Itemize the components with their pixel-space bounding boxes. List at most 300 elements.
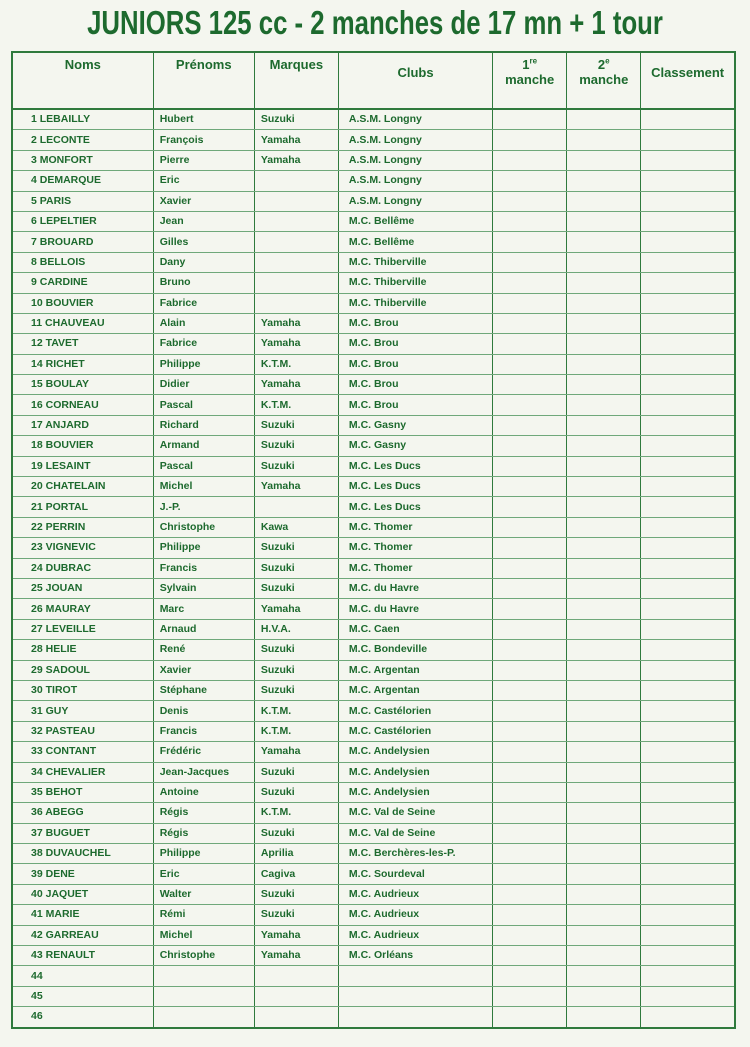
table-row (12, 762, 735, 782)
row-classement (641, 558, 735, 578)
row-manche-1 (493, 517, 567, 537)
row-manche-1 (493, 680, 567, 700)
row-marque: Suzuki (254, 538, 338, 558)
table-row (12, 701, 735, 721)
row-number: 23 (31, 541, 43, 554)
row-manche-2 (567, 497, 641, 517)
row-prenom (153, 986, 254, 1006)
row-number: 45 (31, 989, 43, 1002)
row-prenom: Walter (153, 884, 254, 904)
row-manche-2 (567, 293, 641, 313)
row-number: 12 (31, 337, 43, 350)
row-nom: DENE (45, 867, 75, 880)
row-classement (641, 823, 735, 843)
row-marque (254, 191, 338, 211)
table-row (12, 640, 735, 660)
row-number: 36 (31, 806, 43, 819)
row-number-name (12, 966, 153, 986)
row-marque: Kawa (254, 517, 338, 537)
row-number: 26 (31, 602, 43, 615)
row-prenom: Bruno (153, 273, 254, 293)
row-number: 29 (31, 663, 43, 676)
row-marque: Suzuki (254, 415, 338, 435)
row-club: M.C. Sourdeval (338, 864, 492, 884)
row-nom: PARIS (39, 194, 72, 207)
row-nom: PORTAL (45, 500, 88, 513)
row-number-name (12, 742, 153, 762)
row-marque: Suzuki (254, 578, 338, 598)
row-manche-1 (493, 558, 567, 578)
row-number: 22 (31, 521, 43, 533)
row-manche-1 (493, 803, 567, 823)
row-manche-1 (493, 415, 567, 435)
row-prenom: Michel (153, 477, 254, 497)
row-classement (641, 150, 735, 170)
row-number-name (12, 293, 153, 313)
row-prenom: Antoine (153, 782, 254, 802)
table-row (12, 395, 735, 415)
table-row (12, 578, 735, 598)
row-prenom: Régis (153, 823, 254, 843)
row-prenom: Eric (153, 171, 254, 191)
row-club: M.C. Orléans (338, 946, 492, 966)
row-club: M.C. Thomer (338, 538, 492, 558)
row-manche-2 (567, 578, 641, 598)
row-club (338, 986, 492, 1006)
header-manche-1 (493, 52, 567, 109)
row-club: M.C. Caen (338, 619, 492, 639)
row-prenom: Stéphane (153, 680, 254, 700)
row-manche-2 (567, 334, 641, 354)
row-manche-1 (493, 925, 567, 945)
row-marque: K.T.M. (254, 721, 338, 741)
table-row (12, 946, 735, 966)
row-prenom: Eric (153, 864, 254, 884)
row-number: 16 (31, 398, 43, 411)
row-nom: ABEGG (45, 806, 84, 819)
row-club: M.C. Val de Seine (338, 823, 492, 843)
row-manche-1 (493, 660, 567, 680)
row-manche-2 (567, 742, 641, 762)
row-manche-1 (493, 721, 567, 741)
header-noms: Noms (12, 52, 153, 109)
row-number-name (12, 375, 153, 395)
row-number: 39 (31, 867, 43, 880)
row-marque (254, 986, 338, 1006)
row-nom: RENAULT (45, 949, 95, 962)
row-nom: MARIE (45, 908, 80, 921)
row-club: M.C. du Havre (338, 599, 492, 619)
row-number-name (12, 640, 153, 660)
row-marque: Aprilia (254, 844, 338, 864)
row-nom: CHAUVEAU (45, 317, 105, 330)
row-number-name (12, 456, 153, 476)
row-manche-1 (493, 293, 567, 313)
row-manche-1 (493, 130, 567, 150)
table-row (12, 456, 735, 476)
row-classement (641, 456, 735, 476)
table-row (12, 313, 735, 333)
row-club: M.C. Audrieux (338, 905, 492, 925)
row-prenom: Philippe (153, 538, 254, 558)
row-manche-1 (493, 232, 567, 252)
row-club: M.C. Thomer (338, 558, 492, 578)
row-club: M.C. du Havre (338, 578, 492, 598)
row-manche-2 (567, 150, 641, 170)
row-manche-2 (567, 1007, 641, 1028)
row-classement (641, 477, 735, 497)
row-manche-1 (493, 619, 567, 639)
row-number-name (12, 334, 153, 354)
row-prenom: François (153, 130, 254, 150)
row-manche-2 (567, 599, 641, 619)
row-club: A.S.M. Longny (338, 109, 492, 130)
row-number: 24 (31, 561, 43, 574)
row-number-name (12, 905, 153, 925)
row-club: M.C. Argentan (338, 660, 492, 680)
row-classement (641, 538, 735, 558)
row-marque: Suzuki (254, 109, 338, 130)
row-number: 38 (31, 847, 43, 860)
row-number-name (12, 578, 153, 598)
row-nom: CHATELAIN (45, 480, 106, 493)
row-number-name (12, 1007, 153, 1028)
row-manche-1 (493, 273, 567, 293)
row-classement (641, 1007, 735, 1028)
row-number: 11 (31, 317, 43, 330)
table-row (12, 925, 735, 945)
row-manche-2 (567, 680, 641, 700)
row-nom: BOUVIER (45, 296, 94, 309)
row-nom: SADOUL (45, 663, 90, 676)
row-number-name (12, 354, 153, 374)
row-prenom: J.-P. (153, 497, 254, 517)
row-manche-2 (567, 803, 641, 823)
row-manche-1 (493, 599, 567, 619)
row-number-name (12, 171, 153, 191)
row-marque (254, 966, 338, 986)
row-nom: BOUVIER (45, 439, 94, 452)
row-club: M.C. Brou (338, 354, 492, 374)
manche-1-number: 1 (522, 57, 530, 72)
header-row (12, 52, 735, 109)
table-row (12, 150, 735, 170)
row-classement (641, 925, 735, 945)
row-club: A.S.M. Longny (338, 130, 492, 150)
row-club: M.C. Thiberville (338, 273, 492, 293)
row-club: M.C. Bellême (338, 232, 492, 252)
row-prenom: Hubert (153, 109, 254, 130)
row-manche-1 (493, 864, 567, 884)
row-club: A.S.M. Longny (338, 150, 492, 170)
table-row (12, 436, 735, 456)
row-classement (641, 640, 735, 660)
row-marque: Suzuki (254, 680, 338, 700)
row-marque: Suzuki (254, 456, 338, 476)
row-prenom: Alain (153, 313, 254, 333)
row-manche-1 (493, 966, 567, 986)
row-manche-2 (567, 558, 641, 578)
row-club: M.C. Andelysien (338, 742, 492, 762)
row-manche-2 (567, 946, 641, 966)
row-club (338, 966, 492, 986)
row-number-name (12, 884, 153, 904)
table-row (12, 823, 735, 843)
row-prenom: Michel (153, 925, 254, 945)
row-number: 33 (31, 745, 43, 758)
row-manche-2 (567, 864, 641, 884)
table-row (12, 477, 735, 497)
row-club: M.C. Gasny (338, 415, 492, 435)
table-row (12, 558, 735, 578)
row-club: M.C. Les Ducs (338, 497, 492, 517)
row-number: 46 (31, 1010, 43, 1023)
row-classement (641, 354, 735, 374)
row-nom: DUBRAC (45, 561, 92, 574)
row-manche-2 (567, 313, 641, 333)
table-row (12, 497, 735, 517)
row-club: M.C. Argentan (338, 680, 492, 700)
row-club: M.C. Gasny (338, 436, 492, 456)
row-number: 8 (31, 255, 37, 268)
table-row (12, 803, 735, 823)
row-classement (641, 273, 735, 293)
row-marque: H.V.A. (254, 619, 338, 639)
row-number: 20 (31, 480, 43, 493)
row-manche-2 (567, 925, 641, 945)
row-number: 34 (31, 765, 43, 778)
row-classement (641, 803, 735, 823)
row-classement (641, 436, 735, 456)
table-row (12, 742, 735, 762)
row-nom: BUGUET (45, 826, 90, 839)
row-classement (641, 986, 735, 1006)
header-prenoms: Prénoms (153, 52, 254, 109)
row-nom: LESAINT (45, 459, 91, 472)
entry-list-table (11, 51, 736, 1029)
header-classement: Classement (641, 52, 735, 109)
row-prenom: Pascal (153, 395, 254, 415)
row-number-name (12, 946, 153, 966)
row-nom: LEBAILLY (39, 113, 91, 126)
table-row (12, 599, 735, 619)
row-club (338, 1007, 492, 1028)
row-marque: Yamaha (254, 742, 338, 762)
row-number-name (12, 599, 153, 619)
row-number: 9 (31, 276, 37, 289)
row-marque (254, 497, 338, 517)
row-nom: GARREAU (45, 928, 99, 941)
row-prenom (153, 1007, 254, 1028)
row-nom: JOUAN (45, 582, 83, 595)
row-manche-1 (493, 109, 567, 130)
row-club: M.C. Bellême (338, 211, 492, 231)
row-prenom: Francis (153, 721, 254, 741)
row-club: M.C. Thomer (338, 517, 492, 537)
table-row (12, 864, 735, 884)
row-marque: Suzuki (254, 762, 338, 782)
row-club: M.C. Andelysien (338, 782, 492, 802)
row-number: 6 (31, 215, 37, 228)
row-manche-1 (493, 844, 567, 864)
row-classement (641, 171, 735, 191)
row-number-name (12, 844, 153, 864)
row-number: 17 (31, 419, 43, 432)
row-manche-1 (493, 701, 567, 721)
row-prenom: Gilles (153, 232, 254, 252)
row-manche-2 (567, 415, 641, 435)
row-manche-2 (567, 701, 641, 721)
row-nom: JAQUET (45, 888, 89, 901)
row-marque: K.T.M. (254, 354, 338, 374)
table-row (12, 232, 735, 252)
row-marque (254, 252, 338, 272)
row-manche-1 (493, 884, 567, 904)
row-number: 14 (31, 357, 43, 370)
row-marque: Suzuki (254, 436, 338, 456)
row-manche-2 (567, 191, 641, 211)
table-row (12, 252, 735, 272)
table-row (12, 966, 735, 986)
row-prenom: René (153, 640, 254, 660)
row-classement (641, 130, 735, 150)
table-row (12, 171, 735, 191)
row-prenom: Pascal (153, 456, 254, 476)
table-row (12, 211, 735, 231)
row-classement (641, 680, 735, 700)
row-manche-2 (567, 782, 641, 802)
row-nom: DUVAUCHEL (45, 847, 111, 860)
row-prenom: Xavier (153, 660, 254, 680)
row-classement (641, 619, 735, 639)
row-marque: Yamaha (254, 946, 338, 966)
table-row (12, 782, 735, 802)
row-number: 43 (31, 949, 43, 962)
page-title: JUNIORS 125 cc - 2 manches de 17 mn + 1 tour (87, 4, 663, 41)
row-number-name (12, 130, 153, 150)
row-manche-1 (493, 1007, 567, 1028)
row-manche-2 (567, 660, 641, 680)
row-number-name (12, 150, 153, 170)
row-nom: CONTANT (45, 745, 97, 758)
row-number-name (12, 252, 153, 272)
table-row (12, 619, 735, 639)
row-marque: K.T.M. (254, 395, 338, 415)
row-nom: CHEVALIER (45, 765, 106, 778)
table-row (12, 273, 735, 293)
row-classement (641, 946, 735, 966)
row-nom: HELIE (45, 643, 77, 656)
row-nom: BROUARD (39, 235, 94, 248)
row-classement (641, 395, 735, 415)
row-manche-1 (493, 375, 567, 395)
manche-1-suffix: re (529, 56, 538, 66)
row-nom: LEVEILLE (45, 622, 96, 635)
row-club: M.C. Castélorien (338, 721, 492, 741)
row-number-name (12, 660, 153, 680)
row-prenom: Marc (153, 599, 254, 619)
row-number: 21 (31, 500, 43, 513)
row-number-name (12, 538, 153, 558)
row-manche-1 (493, 252, 567, 272)
row-prenom: Philippe (153, 354, 254, 374)
row-number: 31 (31, 704, 43, 717)
row-number: 18 (31, 439, 43, 452)
row-classement (641, 109, 735, 130)
row-manche-2 (567, 619, 641, 639)
row-manche-1 (493, 986, 567, 1006)
table-row (12, 986, 735, 1006)
row-manche-2 (567, 844, 641, 864)
row-classement (641, 660, 735, 680)
table-row (12, 905, 735, 925)
row-manche-2 (567, 252, 641, 272)
row-manche-2 (567, 517, 641, 537)
row-number-name (12, 497, 153, 517)
row-manche-2 (567, 395, 641, 415)
row-nom: LECONTE (39, 133, 90, 146)
row-prenom: Jean (153, 211, 254, 231)
row-marque: Yamaha (254, 477, 338, 497)
row-number: 28 (31, 643, 43, 656)
row-number: 19 (31, 459, 43, 472)
row-manche-1 (493, 171, 567, 191)
row-classement (641, 375, 735, 395)
row-number-name (12, 925, 153, 945)
row-manche-2 (567, 211, 641, 231)
row-marque (254, 232, 338, 252)
row-number: 41 (31, 908, 43, 921)
row-manche-2 (567, 130, 641, 150)
row-number: 42 (31, 928, 43, 941)
row-club: M.C. Audrieux (338, 884, 492, 904)
row-manche-1 (493, 436, 567, 456)
row-prenom: Jean-Jacques (153, 762, 254, 782)
row-marque: Yamaha (254, 599, 338, 619)
row-marque (254, 171, 338, 191)
row-marque: Yamaha (254, 925, 338, 945)
row-prenom: Xavier (153, 191, 254, 211)
table-row (12, 517, 735, 537)
row-number-name (12, 517, 153, 537)
row-prenom: Francis (153, 558, 254, 578)
row-manche-1 (493, 211, 567, 231)
row-number-name (12, 191, 153, 211)
row-nom: TIROT (45, 684, 78, 697)
row-prenom: Sylvain (153, 578, 254, 598)
row-nom: TAVET (45, 337, 79, 350)
row-number-name (12, 864, 153, 884)
row-prenom: Philippe (153, 844, 254, 864)
row-number: 44 (31, 969, 43, 982)
row-marque: Suzuki (254, 558, 338, 578)
row-prenom (153, 966, 254, 986)
row-marque: Suzuki (254, 660, 338, 680)
row-number-name (12, 395, 153, 415)
row-classement (641, 517, 735, 537)
row-classement (641, 599, 735, 619)
row-number: 35 (31, 786, 43, 799)
row-number-name (12, 782, 153, 802)
row-club: M.C. Andelysien (338, 762, 492, 782)
row-club: M.C. Brou (338, 334, 492, 354)
row-manche-1 (493, 395, 567, 415)
row-manche-2 (567, 905, 641, 925)
row-classement (641, 905, 735, 925)
row-marque: Yamaha (254, 150, 338, 170)
manche-1-word: manche (505, 72, 555, 87)
row-number-name (12, 986, 153, 1006)
